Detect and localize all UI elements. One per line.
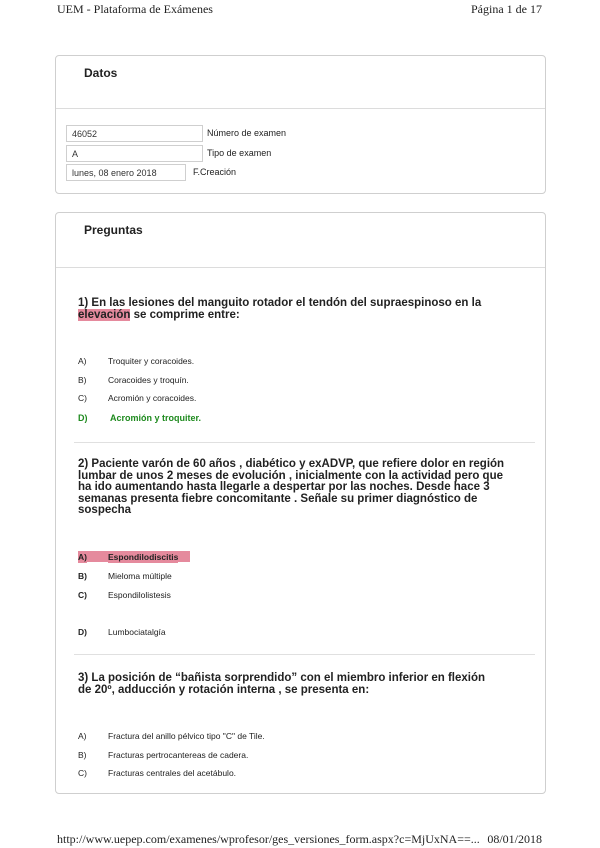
question-divider xyxy=(74,654,535,655)
print-header-page: Página 1 de 17 xyxy=(471,2,542,16)
question-1-highlight: elevación xyxy=(78,308,131,321)
preguntas-panel: Preguntas 1) En las lesiones del manguito rotador el tendón del supraespinoso en la elevación se comprime entre: A) Troquiter y coracoides. B) Coracoides y troquín. C) Acromión y coracoides. D) Acromión y troquiter. 2) Paciente varón de 60 años , diabético y exADVP, que refiere dolor en región lumbar de unos 2 meses de evolución , inicialmente con la actividad pero que ha ido aumentando hasta llegarle a despertar por las noches. Desde hace 3 semanas presenta fiebre concomitante . Señale su primer diagnóstico de sospecha A) Espondilodiscitis B) Mieloma múltiple C) Espondilolistesis D) Lumbociatalgía 3) La posición de “bañista sorprendido” con el miembro inferior en flexión de 20º, adducción y rotación interna , se presenta en: A) Fractura del anillo pélvico tipo "C" de Tile. B) Fracturas pertrocantereas de cadera. C) Fracturas centrales del acetábulo. xyxy=(55,212,546,794)
question-1-text xyxy=(78,298,528,321)
preguntas-panel-heading xyxy=(56,213,545,268)
exam-number-label: Número de examen xyxy=(207,128,287,138)
question-1-line2: se comprime entre: xyxy=(130,308,240,321)
datos-panel-heading xyxy=(56,56,545,109)
question-divider xyxy=(74,442,535,443)
preguntas-title: Preguntas xyxy=(84,223,143,237)
print-footer-url: http://www.uepep.com/examenes/wprofesor/ges_versiones_form.aspx?c=MjUxNA==... xyxy=(57,832,480,846)
question-3-text: 3) La posición de “bañista sorprendido” con el miembro inferior en flexión de 20º, adducción y rotación interna , se presenta en: xyxy=(78,672,486,696)
datos-title: Datos xyxy=(84,66,118,80)
exam-number-field[interactable]: 46052 xyxy=(66,125,203,142)
creation-date-label: F.Creación xyxy=(193,167,237,177)
creation-date-field[interactable]: lunes, 08 enero 2018 xyxy=(66,164,186,181)
print-header-title: UEM - Plataforma de Exámenes xyxy=(57,2,213,16)
datos-panel xyxy=(55,55,546,194)
question-1-line1: 1) En las lesiones del manguito rotador el tendón del supraespinoso en la xyxy=(78,297,482,309)
print-footer-date: 08/01/2018 xyxy=(487,832,542,846)
exam-type-label: Tipo de examen xyxy=(207,148,272,158)
exam-type-field[interactable]: A xyxy=(66,145,203,162)
question-2-text: 2) Paciente varón de 60 años , diabético y exADVP, que refiere dolor en región lumbar de unos 2 meses de evolución , inicialmente con la actividad pero que ha ido aumentando hasta llegarle a despertar por las noches. Desde hace 3 semanas presenta fiebre concomitante . Señale su primer diagnóstico de sospecha xyxy=(78,458,505,516)
